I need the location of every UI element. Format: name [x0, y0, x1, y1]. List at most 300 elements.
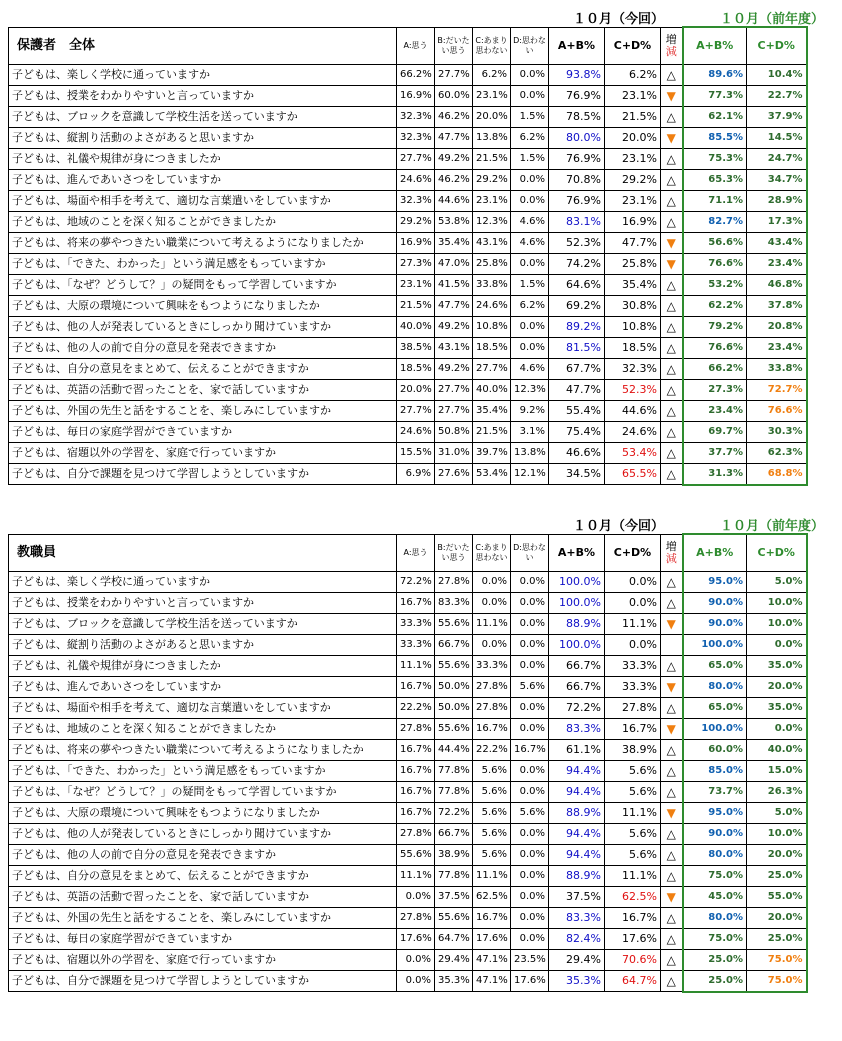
value-ab: 100.0%	[549, 634, 605, 655]
value-b: 55.6%	[435, 907, 473, 928]
value-d: 0.0%	[511, 760, 549, 781]
value-c: 47.1%	[473, 949, 511, 970]
trend-cell	[661, 739, 683, 760]
value-d: 0.0%	[511, 886, 549, 907]
question-text: 子どもは、縦割り活動のよさがあると思いますか	[9, 127, 397, 148]
table-row	[9, 316, 807, 337]
question-text: 子どもは、宿題以外の学習を、家庭で行っていますか	[9, 442, 397, 463]
value-c: 0.0%	[473, 634, 511, 655]
value-c: 16.7%	[473, 907, 511, 928]
prev-value-ab: 80.0%	[683, 844, 747, 865]
question-text: 子どもは、自分で課題を見つけて学習しようとしていますか	[9, 463, 397, 485]
prev-value-ab: 66.2%	[683, 358, 747, 379]
value-c: 11.1%	[473, 865, 511, 886]
header-d: D:思わない	[511, 27, 549, 64]
value-a: 55.6%	[397, 844, 435, 865]
value-b: 49.2%	[435, 148, 473, 169]
trend-up-icon: △	[666, 952, 676, 967]
trend-cell	[661, 970, 683, 992]
header-ab: A+B%	[549, 27, 605, 64]
trend-cell	[661, 379, 683, 400]
question-text: 子どもは、地域のことを深く知ることができましたか	[9, 211, 397, 232]
value-d: 5.6%	[511, 802, 549, 823]
value-c: 0.0%	[473, 571, 511, 592]
value-ab: 72.2%	[549, 697, 605, 718]
trend-cell	[661, 655, 683, 676]
value-b: 55.6%	[435, 655, 473, 676]
value-a: 16.7%	[397, 781, 435, 802]
prev-value-cd: 22.7%	[747, 85, 807, 106]
question-text: 子どもは、自分の意見をまとめて、伝えることができますか	[9, 865, 397, 886]
value-ab: 88.9%	[549, 613, 605, 634]
value-c: 5.6%	[473, 802, 511, 823]
trend-cell	[661, 148, 683, 169]
prev-value-ab: 73.7%	[683, 781, 747, 802]
trend-down-icon: ▼	[666, 235, 676, 250]
trend-cell	[661, 928, 683, 949]
value-c: 27.8%	[473, 676, 511, 697]
value-b: 47.7%	[435, 295, 473, 316]
table-row	[9, 211, 807, 232]
value-cd: 33.3%	[605, 655, 661, 676]
question-text: 子どもは、場面や相手を考えて、適切な言葉遣いをしていますか	[9, 697, 397, 718]
value-cd: 62.5%	[605, 886, 661, 907]
value-a: 16.9%	[397, 85, 435, 106]
value-b: 46.2%	[435, 106, 473, 127]
value-ab: 52.3%	[549, 232, 605, 253]
value-cd: 23.1%	[605, 148, 661, 169]
value-c: 39.7%	[473, 442, 511, 463]
prev-value-cd: 15.0%	[747, 760, 807, 781]
table-row	[9, 127, 807, 148]
prev-value-cd: 43.4%	[747, 232, 807, 253]
question-text: 子どもは、英語の活動で習ったことを、家で話していますか	[9, 886, 397, 907]
prev-value-cd: 20.0%	[747, 676, 807, 697]
question-text: 子どもは、「できた、わかった」という満足感をもっていますか	[9, 253, 397, 274]
value-d: 23.5%	[511, 949, 549, 970]
prev-value-cd: 26.3%	[747, 781, 807, 802]
value-ab: 35.3%	[549, 970, 605, 992]
value-c: 25.8%	[473, 253, 511, 274]
value-b: 38.9%	[435, 844, 473, 865]
question-text: 子どもは、宿題以外の学習を、家庭で行っていますか	[9, 949, 397, 970]
value-d: 3.1%	[511, 421, 549, 442]
value-ab: 46.6%	[549, 442, 605, 463]
prev-value-cd: 62.3%	[747, 442, 807, 463]
prev-value-ab: 90.0%	[683, 613, 747, 634]
question-text: 子どもは、将来の夢やつきたい職業について考えるようになりましたか	[9, 739, 397, 760]
trend-cell	[661, 316, 683, 337]
prev-value-cd: 23.4%	[747, 337, 807, 358]
trend-up-icon: △	[666, 382, 676, 397]
prev-value-cd: 35.0%	[747, 655, 807, 676]
value-cd: 0.0%	[605, 634, 661, 655]
header-trend-decrease: 減	[665, 44, 677, 58]
value-b: 66.7%	[435, 634, 473, 655]
value-a: 27.7%	[397, 400, 435, 421]
value-b: 46.2%	[435, 169, 473, 190]
value-cd: 53.4%	[605, 442, 661, 463]
value-d: 0.0%	[511, 865, 549, 886]
prev-value-ab: 56.6%	[683, 232, 747, 253]
table-row	[9, 718, 807, 739]
prev-value-ab: 76.6%	[683, 253, 747, 274]
value-d: 1.5%	[511, 148, 549, 169]
value-b: 35.4%	[435, 232, 473, 253]
section-title: 教職員	[9, 534, 397, 571]
value-cd: 29.2%	[605, 169, 661, 190]
prev-value-cd: 46.8%	[747, 274, 807, 295]
table-row	[9, 802, 807, 823]
prev-value-cd: 34.7%	[747, 169, 807, 190]
prev-value-ab: 85.0%	[683, 760, 747, 781]
value-d: 0.0%	[511, 697, 549, 718]
value-c: 11.1%	[473, 613, 511, 634]
survey-table-parents	[8, 26, 808, 486]
trend-cell	[661, 802, 683, 823]
prev-value-ab: 37.7%	[683, 442, 747, 463]
value-a: 32.3%	[397, 106, 435, 127]
trend-cell	[661, 211, 683, 232]
value-b: 53.8%	[435, 211, 473, 232]
value-a: 22.2%	[397, 697, 435, 718]
value-c: 6.2%	[473, 64, 511, 85]
value-cd: 32.3%	[605, 358, 661, 379]
value-b: 29.4%	[435, 949, 473, 970]
value-ab: 29.4%	[549, 949, 605, 970]
value-ab: 82.4%	[549, 928, 605, 949]
value-c: 5.6%	[473, 844, 511, 865]
value-d: 12.1%	[511, 463, 549, 485]
question-text: 子どもは、他の人の前で自分の意見を発表できますか	[9, 337, 397, 358]
value-cd: 52.3%	[605, 379, 661, 400]
value-cd: 25.8%	[605, 253, 661, 274]
value-c: 10.8%	[473, 316, 511, 337]
prev-value-ab: 23.4%	[683, 400, 747, 421]
value-c: 16.7%	[473, 718, 511, 739]
question-text: 子どもは、他の人の前で自分の意見を発表できますか	[9, 844, 397, 865]
value-ab: 55.4%	[549, 400, 605, 421]
value-ab: 83.3%	[549, 907, 605, 928]
value-c: 47.1%	[473, 970, 511, 992]
table-row	[9, 442, 807, 463]
value-a: 72.2%	[397, 571, 435, 592]
table-row	[9, 295, 807, 316]
table-row	[9, 400, 807, 421]
value-cd: 11.1%	[605, 613, 661, 634]
question-text: 子どもは、授業をわかりやすいと言っていますか	[9, 85, 397, 106]
trend-cell	[661, 907, 683, 928]
trend-cell	[661, 232, 683, 253]
trend-up-icon: △	[666, 847, 676, 862]
prev-value-ab: 75.0%	[683, 928, 747, 949]
prev-value-ab: 79.2%	[683, 316, 747, 337]
table-row	[9, 823, 807, 844]
value-a: 0.0%	[397, 970, 435, 992]
prev-value-cd: 75.0%	[747, 970, 807, 992]
trend-up-icon: △	[666, 973, 676, 988]
trend-up-icon: △	[666, 595, 676, 610]
value-a: 27.7%	[397, 148, 435, 169]
trend-up-icon: △	[666, 67, 676, 82]
question-text: 子どもは、縦割り活動のよさがあると思いますか	[9, 634, 397, 655]
prev-value-cd: 28.9%	[747, 190, 807, 211]
header-c: C:あまり思わない	[473, 534, 511, 571]
value-d: 0.0%	[511, 316, 549, 337]
prev-value-ab: 71.1%	[683, 190, 747, 211]
prev-value-cd: 20.0%	[747, 907, 807, 928]
value-a: 27.3%	[397, 253, 435, 274]
period-current-label: １０月（今回）	[573, 519, 665, 534]
question-text: 子どもは、「なぜ？どうして？」の疑問をもって学習していますか	[9, 781, 397, 802]
value-ab: 83.1%	[549, 211, 605, 232]
value-cd: 18.5%	[605, 337, 661, 358]
value-ab: 75.4%	[549, 421, 605, 442]
trend-cell	[661, 463, 683, 485]
value-a: 16.7%	[397, 592, 435, 613]
value-ab: 88.9%	[549, 865, 605, 886]
value-a: 0.0%	[397, 886, 435, 907]
prev-value-cd: 24.7%	[747, 148, 807, 169]
prev-value-ab: 65.3%	[683, 169, 747, 190]
table-row	[9, 970, 807, 992]
value-a: 16.9%	[397, 232, 435, 253]
trend-cell	[661, 865, 683, 886]
header-trend	[661, 27, 683, 64]
value-a: 6.9%	[397, 463, 435, 485]
table-row	[9, 463, 807, 485]
question-text: 子どもは、進んであいさつをしていますか	[9, 676, 397, 697]
prev-value-ab: 80.0%	[683, 907, 747, 928]
table-row	[9, 676, 807, 697]
table-row	[9, 928, 807, 949]
question-text: 子どもは、外国の先生と話をすることを、楽しみにしていますか	[9, 400, 397, 421]
value-d: 0.0%	[511, 844, 549, 865]
value-a: 32.3%	[397, 190, 435, 211]
value-c: 53.4%	[473, 463, 511, 485]
trend-up-icon: △	[666, 658, 676, 673]
trend-up-icon: △	[666, 298, 676, 313]
value-a: 29.2%	[397, 211, 435, 232]
header-b: B:だいたい思う	[435, 534, 473, 571]
value-d: 13.8%	[511, 442, 549, 463]
value-d: 12.3%	[511, 379, 549, 400]
value-a: 33.3%	[397, 634, 435, 655]
table-row	[9, 844, 807, 865]
value-cd: 23.1%	[605, 85, 661, 106]
trend-cell	[661, 571, 683, 592]
question-text: 子どもは、自分で課題を見つけて学習しようとしていますか	[9, 970, 397, 992]
header-trend-decrease: 減	[665, 551, 677, 565]
trend-cell	[661, 85, 683, 106]
trend-cell	[661, 718, 683, 739]
value-cd: 11.1%	[605, 865, 661, 886]
value-ab: 94.4%	[549, 781, 605, 802]
prev-value-ab: 95.0%	[683, 802, 747, 823]
value-b: 37.5%	[435, 886, 473, 907]
value-b: 41.5%	[435, 274, 473, 295]
value-b: 27.7%	[435, 379, 473, 400]
trend-up-icon: △	[666, 466, 676, 481]
prev-value-ab: 62.1%	[683, 106, 747, 127]
trend-cell	[661, 844, 683, 865]
table-row	[9, 148, 807, 169]
trend-cell	[661, 64, 683, 85]
prev-value-ab: 89.6%	[683, 64, 747, 85]
value-ab: 81.5%	[549, 337, 605, 358]
question-text: 子どもは、礼儀や規律が身につきましたか	[9, 655, 397, 676]
question-text: 子どもは、楽しく学校に通っていますか	[9, 64, 397, 85]
trend-cell	[661, 760, 683, 781]
prev-value-cd: 37.8%	[747, 295, 807, 316]
prev-value-cd: 20.0%	[747, 844, 807, 865]
value-cd: 47.7%	[605, 232, 661, 253]
value-ab: 100.0%	[549, 592, 605, 613]
value-d: 0.0%	[511, 169, 549, 190]
table-row	[9, 190, 807, 211]
header-prev-ab: A+B%	[683, 27, 747, 64]
value-cd: 21.5%	[605, 106, 661, 127]
value-d: 0.0%	[511, 592, 549, 613]
question-text: 子どもは、場面や相手を考えて、適切な言葉遣いをしていますか	[9, 190, 397, 211]
value-b: 64.7%	[435, 928, 473, 949]
prev-value-ab: 75.3%	[683, 148, 747, 169]
trend-up-icon: △	[666, 403, 676, 418]
table-row	[9, 739, 807, 760]
prev-value-ab: 53.2%	[683, 274, 747, 295]
value-b: 66.7%	[435, 823, 473, 844]
table-row	[9, 85, 807, 106]
value-d: 5.6%	[511, 676, 549, 697]
trend-cell	[661, 295, 683, 316]
value-ab: 66.7%	[549, 655, 605, 676]
question-text: 子どもは、英語の活動で習ったことを、家で話していますか	[9, 379, 397, 400]
trend-down-icon: ▼	[666, 130, 676, 145]
prev-value-ab: 65.0%	[683, 655, 747, 676]
question-text: 子どもは、礼儀や規律が身につきましたか	[9, 148, 397, 169]
trend-up-icon: △	[666, 445, 676, 460]
value-b: 72.2%	[435, 802, 473, 823]
value-b: 77.8%	[435, 865, 473, 886]
question-text: 子どもは、ブロックを意識して学校生活を送っていますか	[9, 106, 397, 127]
trend-cell	[661, 613, 683, 634]
trend-cell	[661, 127, 683, 148]
value-a: 38.5%	[397, 337, 435, 358]
question-text: 子どもは、授業をわかりやすいと言っていますか	[9, 592, 397, 613]
value-cd: 20.0%	[605, 127, 661, 148]
value-cd: 27.8%	[605, 697, 661, 718]
value-d: 4.6%	[511, 211, 549, 232]
trend-cell	[661, 634, 683, 655]
trend-up-icon: △	[666, 763, 676, 778]
value-ab: 61.1%	[549, 739, 605, 760]
value-c: 43.1%	[473, 232, 511, 253]
value-b: 49.2%	[435, 358, 473, 379]
prev-value-cd: 0.0%	[747, 718, 807, 739]
table-row	[9, 865, 807, 886]
prev-value-cd: 40.0%	[747, 739, 807, 760]
value-ab: 64.6%	[549, 274, 605, 295]
header-prev-cd: C+D%	[747, 534, 807, 571]
trend-cell	[661, 442, 683, 463]
value-b: 50.8%	[435, 421, 473, 442]
value-ab: 94.4%	[549, 760, 605, 781]
value-cd: 44.6%	[605, 400, 661, 421]
header-trend-increase: 増	[665, 32, 677, 46]
prev-value-ab: 45.0%	[683, 886, 747, 907]
value-c: 12.3%	[473, 211, 511, 232]
trend-up-icon: △	[666, 910, 676, 925]
header-a: A:思う	[397, 27, 435, 64]
value-c: 40.0%	[473, 379, 511, 400]
value-b: 47.7%	[435, 127, 473, 148]
value-cd: 0.0%	[605, 592, 661, 613]
value-d: 0.0%	[511, 253, 549, 274]
value-c: 29.2%	[473, 169, 511, 190]
question-text: 子どもは、他の人が発表しているときにしっかり聞けていますか	[9, 316, 397, 337]
value-d: 4.6%	[511, 358, 549, 379]
trend-cell	[661, 823, 683, 844]
prev-value-ab: 25.0%	[683, 949, 747, 970]
value-cd: 64.7%	[605, 970, 661, 992]
value-ab: 80.0%	[549, 127, 605, 148]
trend-up-icon: △	[666, 784, 676, 799]
trend-cell	[661, 592, 683, 613]
trend-cell	[661, 781, 683, 802]
table-row	[9, 253, 807, 274]
value-cd: 38.9%	[605, 739, 661, 760]
prev-value-cd: 55.0%	[747, 886, 807, 907]
value-d: 1.5%	[511, 274, 549, 295]
value-b: 27.6%	[435, 463, 473, 485]
value-d: 0.0%	[511, 64, 549, 85]
question-text: 子どもは、「なぜ？どうして？」の疑問をもって学習していますか	[9, 274, 397, 295]
value-a: 23.1%	[397, 274, 435, 295]
value-ab: 76.9%	[549, 190, 605, 211]
question-text: 子どもは、地域のことを深く知ることができましたか	[9, 718, 397, 739]
value-ab: 37.5%	[549, 886, 605, 907]
prev-value-ab: 82.7%	[683, 211, 747, 232]
value-c: 18.5%	[473, 337, 511, 358]
value-cd: 10.8%	[605, 316, 661, 337]
header-d: D:思わない	[511, 534, 549, 571]
value-c: 33.3%	[473, 655, 511, 676]
value-d: 17.6%	[511, 970, 549, 992]
trend-cell	[661, 697, 683, 718]
trend-down-icon: ▼	[666, 721, 676, 736]
question-text: 子どもは、楽しく学校に通っていますか	[9, 571, 397, 592]
prev-value-cd: 35.0%	[747, 697, 807, 718]
prev-value-ab: 75.0%	[683, 865, 747, 886]
value-cd: 35.4%	[605, 274, 661, 295]
value-c: 17.6%	[473, 928, 511, 949]
trend-cell	[661, 358, 683, 379]
value-cd: 11.1%	[605, 802, 661, 823]
value-a: 18.5%	[397, 358, 435, 379]
value-b: 50.0%	[435, 676, 473, 697]
value-cd: 23.1%	[605, 190, 661, 211]
value-a: 33.3%	[397, 613, 435, 634]
value-ab: 74.2%	[549, 253, 605, 274]
trend-up-icon: △	[666, 214, 676, 229]
table-row	[9, 421, 807, 442]
header-prev-ab: A+B%	[683, 534, 747, 571]
table-row	[9, 907, 807, 928]
question-text: 子どもは、大原の環境について興味をもつようになりましたか	[9, 802, 397, 823]
value-b: 27.7%	[435, 400, 473, 421]
header-c: C:あまり思わない	[473, 27, 511, 64]
header-cd: C+D%	[605, 534, 661, 571]
